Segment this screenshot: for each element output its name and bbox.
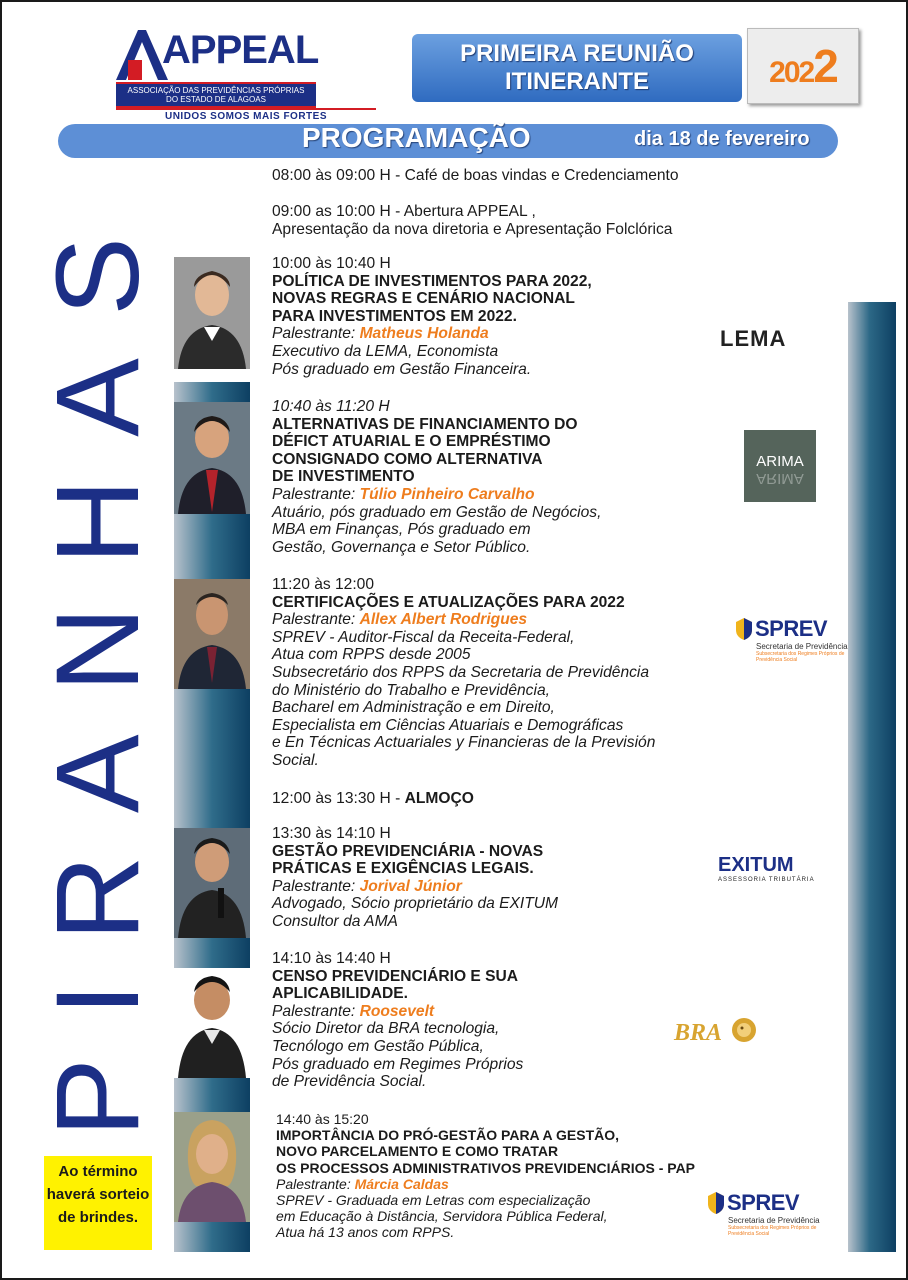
right-decor-stripe <box>848 302 896 1252</box>
s8-bio4: de Previdência Social. <box>272 1073 427 1091</box>
s9-title1: IMPORTÂNCIA DO PRÓ-GESTÃO PARA A GESTÃO, <box>276 1127 620 1144</box>
schedule-item-1 <box>272 167 679 185</box>
exitum-sub: ASSESSORIA TRIBUTÁRIA <box>718 877 815 883</box>
s9-bio1: SPREV - Graduada em Letras com especialização <box>276 1192 591 1209</box>
s3-bio1: Executivo da LEMA, Economista <box>272 342 499 360</box>
s1-text: 08:00 às 09:00 H - Café de boas vindas e Credenciamento <box>272 167 679 184</box>
logo-motto: UNIDOS SOMOS MAIS FORTES <box>116 108 376 122</box>
s7-bio2: Consultor da AMA <box>272 912 398 930</box>
person-silhouette-icon <box>174 1112 250 1222</box>
sprev-logo-1 <box>736 616 848 663</box>
s8-title1: CENSO PREVIDENCIÁRIO E SUA <box>272 967 519 985</box>
s4-bio3: Gestão, Governança e Setor Público. <box>272 538 531 556</box>
s7-speaker-label: Palestrante: <box>272 877 360 895</box>
notice-line1: Ao término <box>58 1163 138 1180</box>
sprev-word-1: SPREV <box>755 616 828 641</box>
person-silhouette-icon <box>174 828 250 938</box>
schedule-item-3 <box>272 255 592 378</box>
schedule-item-6 <box>272 790 474 808</box>
s8-title2: APLICABILIDADE. <box>272 985 409 1003</box>
s3-title2: NOVAS REGRAS E CENÁRIO NACIONAL <box>272 290 575 308</box>
s3-title3: PARA INVESTIMENTOS EM 2022. <box>272 307 517 325</box>
s4-speaker: Túlio Pinheiro Carvalho <box>359 485 535 503</box>
schedule-item-5 <box>272 576 655 770</box>
s5-bio8: Social. <box>272 751 319 769</box>
s7-title2: PRÁTICAS E EXIGÊNCIAS LEGAIS. <box>272 860 534 878</box>
schedule-item-4 <box>272 398 601 556</box>
bra-word: BRA <box>674 1020 721 1046</box>
s5-bio1: SPREV - Auditor-Fiscal da Receita-Federal, <box>272 628 575 646</box>
s4-bio2: MBA em Finanças, Pós graduado em <box>272 521 531 539</box>
s3-speaker-label: Palestrante: <box>272 325 360 343</box>
lion-icon <box>727 1016 761 1044</box>
s5-time: 11:20 às 12:00 <box>272 576 375 593</box>
sprev-word-2: SPREV <box>727 1190 800 1215</box>
appeal-logo <box>106 22 376 122</box>
s4-title3: CONSIGNADO COMO ALTERNATIVA <box>272 450 543 468</box>
s9-title3: OS PROCESSOS ADMINISTRATIVOS PREVIDENCIÁRIOS - PAP <box>276 1159 696 1176</box>
event-banner <box>412 34 742 102</box>
year-part2: 2 <box>798 56 814 89</box>
schedule-item-8 <box>272 950 523 1091</box>
prize-draw-notice <box>44 1156 152 1250</box>
s7-speaker: Jorival Júnior <box>359 877 462 895</box>
person-silhouette-icon <box>174 579 250 689</box>
s4-title4: DE INVESTIMENTO <box>272 468 415 486</box>
s7-title1: GESTÃO PREVIDENCIÁRIA - NOVAS <box>272 842 544 860</box>
year-part1: 20 <box>769 56 799 89</box>
s3-title1: POLÍTICA DE INVESTIMENTOS PARA 2022, <box>272 272 592 290</box>
s4-time: 10:40 às 11:20 H <box>272 398 390 415</box>
arima-word: ARIMA <box>756 453 804 470</box>
notice-line2: haverá sorteio <box>46 1186 150 1203</box>
s8-bio3: Pós graduado em Regimes Próprios <box>272 1055 524 1073</box>
s8-bio1: Sócio Diretor da BRA tecnologia, <box>272 1020 500 1038</box>
schedule-item-2 <box>272 203 672 238</box>
sprev-sub-2: Secretaria de Previdência <box>728 1216 820 1225</box>
exitum-logo <box>718 854 815 883</box>
program-date: dia 18 de fevereiro <box>634 128 810 150</box>
speaker-photo-jorival <box>174 828 250 938</box>
s5-title1: CERTIFICAÇÕES E ATUALIZAÇÕES PARA 2022 <box>272 593 625 611</box>
sprev-sub-1: Secretaria de Previdência <box>756 642 848 651</box>
s5-speaker: Allex Albert Rodrigues <box>359 611 528 629</box>
s7-bio1: Advogado, Sócio proprietário da EXITUM <box>272 895 559 913</box>
s8-bio2: Tecnólogo em Gestão Pública, <box>272 1037 484 1055</box>
s7-time: 13:30 às 14:10 H <box>272 825 391 842</box>
year-part3: 2 <box>813 40 837 92</box>
schedule-item-9 <box>276 1111 695 1241</box>
sprev-shield-icon <box>736 618 752 640</box>
s5-bio6: Especialista em Ciências Atuariais e Demográficas <box>272 716 624 734</box>
lema-logo: LEMA <box>720 326 787 351</box>
s3-speaker: Matheus Holanda <box>359 325 489 343</box>
s6-title: ALMOÇO <box>404 790 474 807</box>
logo-assoc-line1: ASSOCIAÇÃO DAS PREVIDÊNCIAS PRÓPRIAS <box>127 86 305 95</box>
s3-bio2: Pós graduado em Gestão Financeira. <box>272 360 532 378</box>
s9-title2: NOVO PARCELAMENTO E COMO TRATAR <box>276 1143 559 1160</box>
s8-time: 14:10 às 14:40 H <box>272 950 391 967</box>
person-silhouette-icon <box>174 257 250 369</box>
program-title: PROGRAMAÇÃO <box>302 122 531 153</box>
city-vertical-title <box>32 227 164 1147</box>
s2-line1: 09:00 as 10:00 H - Abertura APPEAL , <box>272 203 536 220</box>
s9-bio3: Atua há 13 anos com RPPS. <box>276 1224 455 1241</box>
s8-speaker-label: Palestrante: <box>272 1002 360 1020</box>
s4-bio1: Atuário, pós graduado em Gestão de Negócios, <box>272 503 602 521</box>
s4-title1: ALTERNATIVAS DE FINANCIAMENTO DO <box>272 415 578 433</box>
speaker-photo-allex <box>174 579 250 689</box>
bra-logo <box>674 1016 761 1047</box>
speaker-photo-marcia <box>174 1112 250 1222</box>
sprev-sub2-2: Subsecretaria dos Regimes Próprios de Previdência Social <box>728 1225 817 1237</box>
sprev-logo-2 <box>708 1190 820 1237</box>
s4-speaker-label: Palestrante: <box>272 485 360 503</box>
notice-line3: de brindes. <box>57 1209 139 1226</box>
sprev-shield-icon <box>708 1192 724 1214</box>
logo-brand: APPEAL <box>162 28 319 72</box>
s8-speaker: Roosevelt <box>359 1002 435 1020</box>
city-vertical-text: PIRANHAS <box>32 237 164 1137</box>
schedule-item-7 <box>272 825 558 931</box>
arima-logo <box>744 430 816 502</box>
s2-line2: Apresentação da nova diretoria e Apresentação Folclórica <box>272 220 673 238</box>
exitum-word: EXITUM <box>718 854 794 876</box>
s3-time: 10:00 às 10:40 H <box>272 255 391 272</box>
s9-time: 14:40 às 15:20 <box>276 1111 369 1127</box>
person-silhouette-icon <box>174 968 250 1078</box>
s9-bio2: em Educação à Distância, Servidora Pública Federal, <box>276 1208 608 1225</box>
s5-bio7: e En Técnicas Actuariales y Financieras de la Previsión <box>272 734 656 752</box>
s9-speaker: Márcia Caldas <box>354 1175 449 1192</box>
s5-bio2: Atua com RPPS desde 2005 <box>272 646 471 664</box>
speaker-photo-tulio <box>174 402 250 514</box>
s9-speaker-label: Palestrante: <box>276 1175 355 1192</box>
banner-line1: PRIMEIRA REUNIÃO <box>460 40 694 67</box>
logo-assoc-line2: DO ESTADO DE ALAGOAS <box>166 95 266 104</box>
s5-speaker-label: Palestrante: <box>272 611 360 629</box>
s4-title2: DÉFICT ATUARIAL E O EMPRÉSTIMO <box>272 433 551 451</box>
s5-bio5: Bacharel em Administração e em Direito, <box>272 699 555 717</box>
sprev-sub2-1: Subsecretaria dos Regimes Próprios de Previdência Social <box>756 651 845 663</box>
s5-bio3: Subsecretário dos RPPS da Secretaria de Previdência <box>272 663 650 681</box>
speaker-photo-matheus <box>174 257 250 369</box>
logo-association <box>116 82 316 108</box>
arima-reflection: ARIMA <box>756 470 804 487</box>
s6-time: 12:00 às 13:30 H - <box>272 790 405 807</box>
speaker-photo-roosevelt <box>174 968 250 1078</box>
banner-line2: ITINERANTE <box>505 68 649 95</box>
s5-bio4: do Ministério do Trabalho e Previdência, <box>272 681 550 699</box>
year-badge <box>747 28 859 104</box>
person-silhouette-icon <box>174 402 250 514</box>
